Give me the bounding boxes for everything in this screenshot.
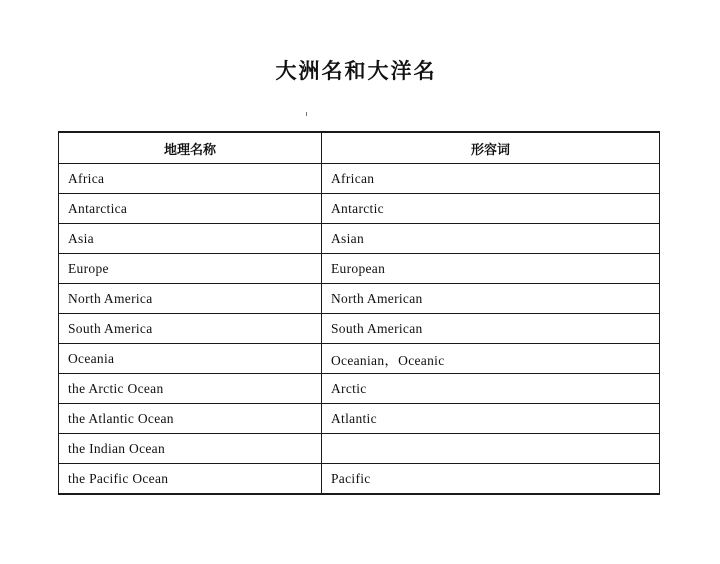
cell-name: Europe xyxy=(59,254,322,284)
cell-name: Antarctica xyxy=(59,194,322,224)
page-title: 大洲名和大洋名 xyxy=(275,59,437,83)
cell-name: the Indian Ocean xyxy=(59,434,322,464)
cell-name: Oceania xyxy=(59,344,322,374)
table-row xyxy=(59,254,660,284)
header-geographic-name: 地理名称 xyxy=(59,132,322,164)
table-header-row xyxy=(59,132,660,164)
header-adjective: 形容词 xyxy=(322,132,660,164)
scan-speck xyxy=(306,112,307,116)
cell-name: Asia xyxy=(59,224,322,254)
table-row xyxy=(59,194,660,224)
cell-adjective: Pacific xyxy=(322,464,660,495)
cell-adjective: North American xyxy=(322,284,660,314)
cell-name: South America xyxy=(59,314,322,344)
cell-adjective: Asian xyxy=(322,224,660,254)
table-row xyxy=(59,314,660,344)
table-row xyxy=(59,224,660,254)
cell-adjective: Arctic xyxy=(322,374,660,404)
table-row xyxy=(59,164,660,194)
table-row xyxy=(59,404,660,434)
table-row xyxy=(59,344,660,374)
cell-name: Africa xyxy=(59,164,322,194)
cell-name: the Atlantic Ocean xyxy=(59,404,322,434)
table-row xyxy=(59,284,660,314)
cell-name: the Pacific Ocean xyxy=(59,464,322,495)
table-row xyxy=(59,434,660,464)
cell-adjective: Atlantic xyxy=(322,404,660,434)
names-table xyxy=(58,131,660,495)
cell-adjective: Antarctic xyxy=(322,194,660,224)
cell-adjective: Oceanian，Oceanic xyxy=(322,344,660,374)
cell-name: North America xyxy=(59,284,322,314)
cell-adjective: European xyxy=(322,254,660,284)
cell-adjective xyxy=(322,434,660,464)
cell-name: the Arctic Ocean xyxy=(59,374,322,404)
cell-adjective: African xyxy=(322,164,660,194)
table-row xyxy=(59,464,660,495)
cell-adjective: South American xyxy=(322,314,660,344)
table-row xyxy=(59,374,660,404)
